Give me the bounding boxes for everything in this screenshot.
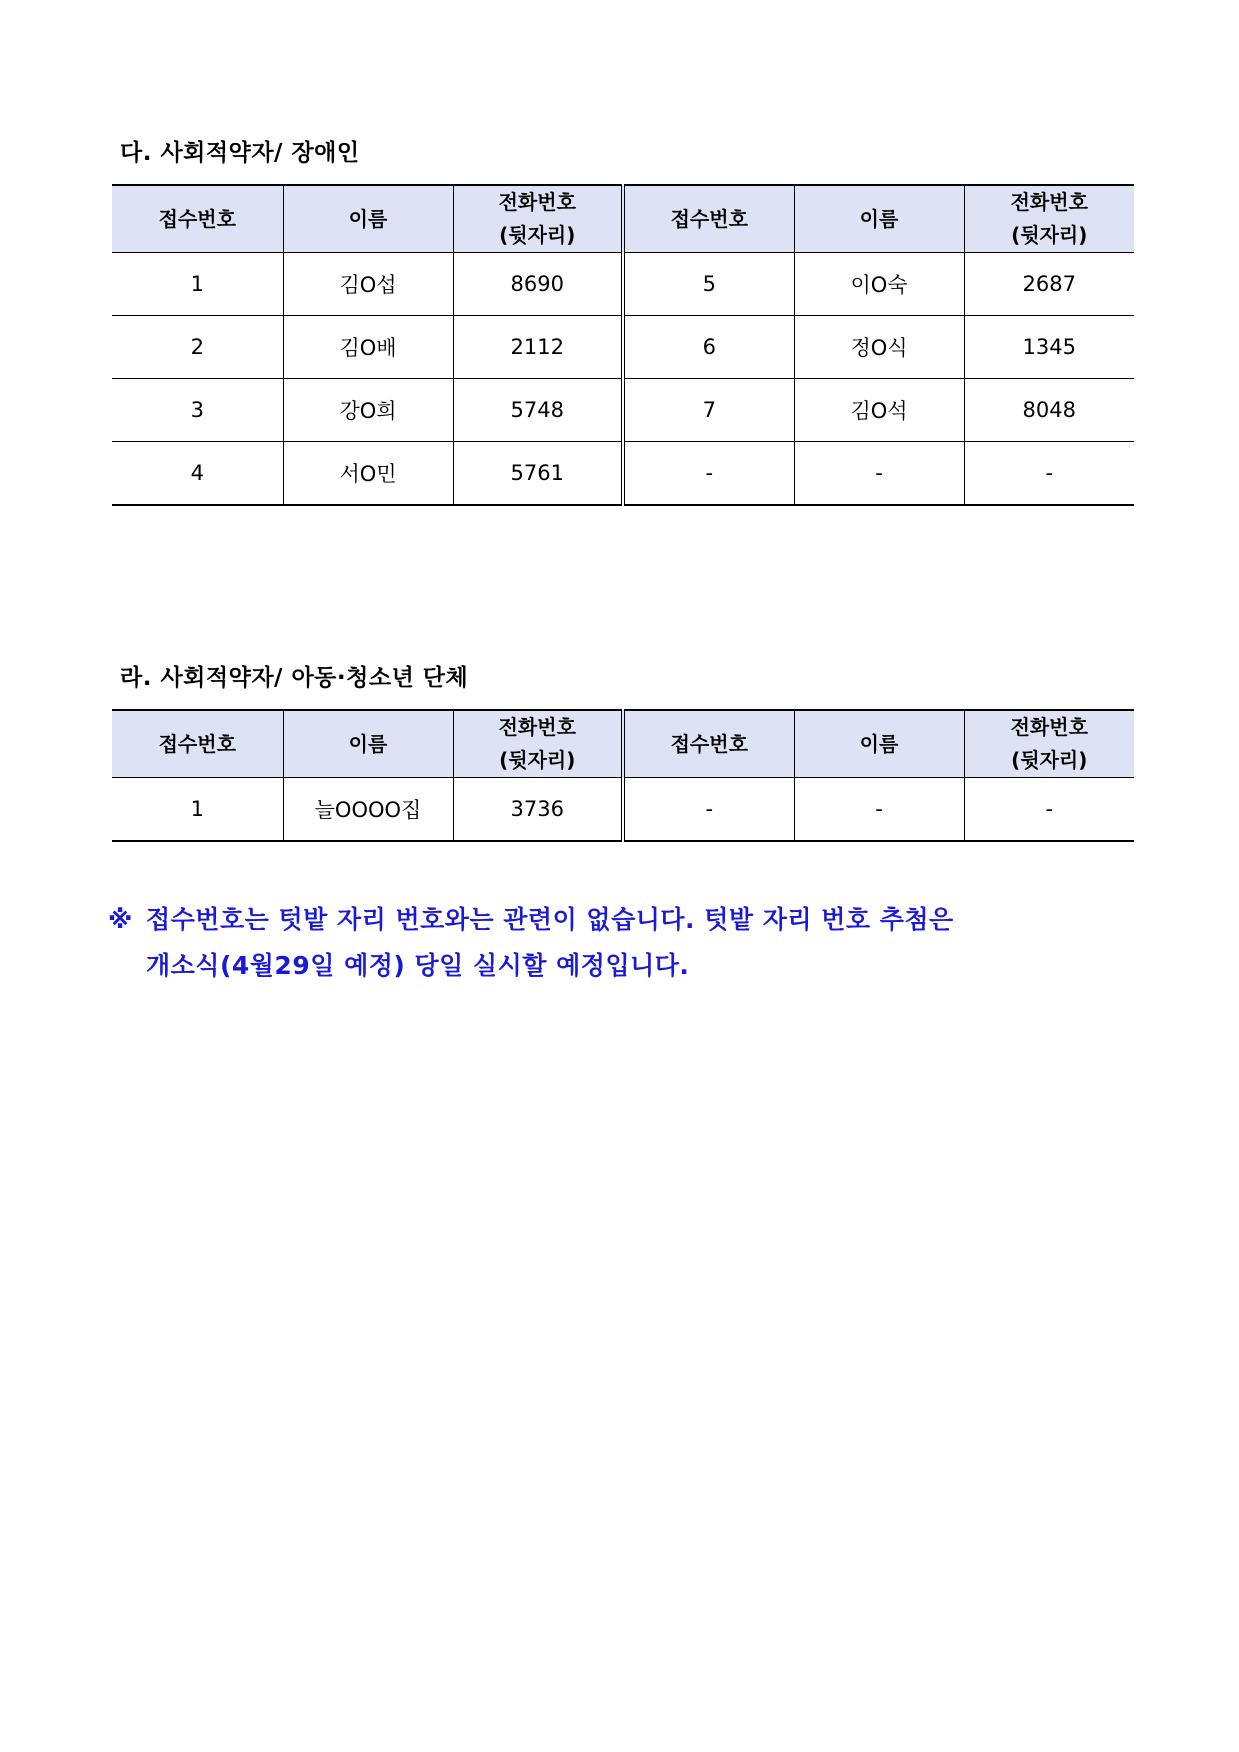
receipt-no-cell: 1 xyxy=(112,778,283,841)
receipt-no-cell: 4 xyxy=(112,442,283,505)
phone-cell: 8048 xyxy=(964,379,1134,442)
header-receipt-no: 접수번호 xyxy=(112,185,283,253)
phone-cell: 2112 xyxy=(453,316,623,379)
phone-cell: 5761 xyxy=(453,442,623,505)
name-cell: 강O희 xyxy=(283,379,453,442)
phone-cell: 1345 xyxy=(964,316,1134,379)
receipt-no-cell: - xyxy=(623,442,794,505)
table-row xyxy=(112,379,1134,442)
header-phone xyxy=(453,185,623,253)
receipt-no-cell: 7 xyxy=(623,379,794,442)
reference-mark-icon: ※ xyxy=(108,905,133,934)
phone-cell: 2687 xyxy=(964,253,1134,316)
header-phone-text: 전화번호 (뒷자리) xyxy=(498,190,576,247)
header-receipt-no: 접수번호 xyxy=(623,710,794,778)
table-header-row xyxy=(112,185,1134,253)
notice-line-2: 개소식(4월29일 예정) 당일 실시할 예정입니다. xyxy=(146,951,690,980)
phone-cell: - xyxy=(964,778,1134,841)
section-ra-title: 라. 사회적약자/ 아동·청소년 단체 xyxy=(120,665,469,691)
name-cell: - xyxy=(794,442,964,505)
name-cell: 김O배 xyxy=(283,316,453,379)
phone-cell: 5748 xyxy=(453,379,623,442)
name-cell: 정O식 xyxy=(794,316,964,379)
phone-cell: 8690 xyxy=(453,253,623,316)
table-row xyxy=(112,442,1134,505)
name-cell: 늘OOOO집 xyxy=(283,778,453,841)
notice-line-1 xyxy=(108,897,954,943)
youth-group-registration-table xyxy=(112,709,1134,842)
name-cell: 김O섭 xyxy=(283,253,453,316)
receipt-no-cell: 2 xyxy=(112,316,283,379)
header-phone-text: 전화번호 (뒷자리) xyxy=(1010,190,1088,247)
receipt-no-cell: 6 xyxy=(623,316,794,379)
phone-cell: - xyxy=(964,442,1134,505)
table-row xyxy=(112,316,1134,379)
header-name: 이름 xyxy=(283,710,453,778)
header-name: 이름 xyxy=(794,185,964,253)
receipt-no-cell: 5 xyxy=(623,253,794,316)
header-phone-text: 전화번호 (뒷자리) xyxy=(498,715,576,772)
header-phone xyxy=(453,710,623,778)
table-row xyxy=(112,778,1134,841)
name-cell: 서O민 xyxy=(283,442,453,505)
header-phone xyxy=(964,710,1134,778)
phone-cell: 3736 xyxy=(453,778,623,841)
header-receipt-no: 접수번호 xyxy=(112,710,283,778)
receipt-no-cell: - xyxy=(623,778,794,841)
name-cell: - xyxy=(794,778,964,841)
lottery-notice xyxy=(108,897,954,989)
table-header-row xyxy=(112,710,1134,778)
receipt-no-cell: 3 xyxy=(112,379,283,442)
table-row xyxy=(112,253,1134,316)
name-cell: 이O숙 xyxy=(794,253,964,316)
header-name: 이름 xyxy=(794,710,964,778)
header-receipt-no: 접수번호 xyxy=(623,185,794,253)
header-phone xyxy=(964,185,1134,253)
notice-line-1-text: 접수번호는 텃밭 자리 번호와는 관련이 없습니다. 텃밭 자리 번호 추첨은 xyxy=(146,905,954,934)
receipt-no-cell: 1 xyxy=(112,253,283,316)
disabled-registration-table xyxy=(112,184,1134,506)
header-phone-text: 전화번호 (뒷자리) xyxy=(1010,715,1088,772)
name-cell: 김O석 xyxy=(794,379,964,442)
header-name: 이름 xyxy=(283,185,453,253)
section-da-title: 다. 사회적약자/ 장애인 xyxy=(120,140,360,166)
